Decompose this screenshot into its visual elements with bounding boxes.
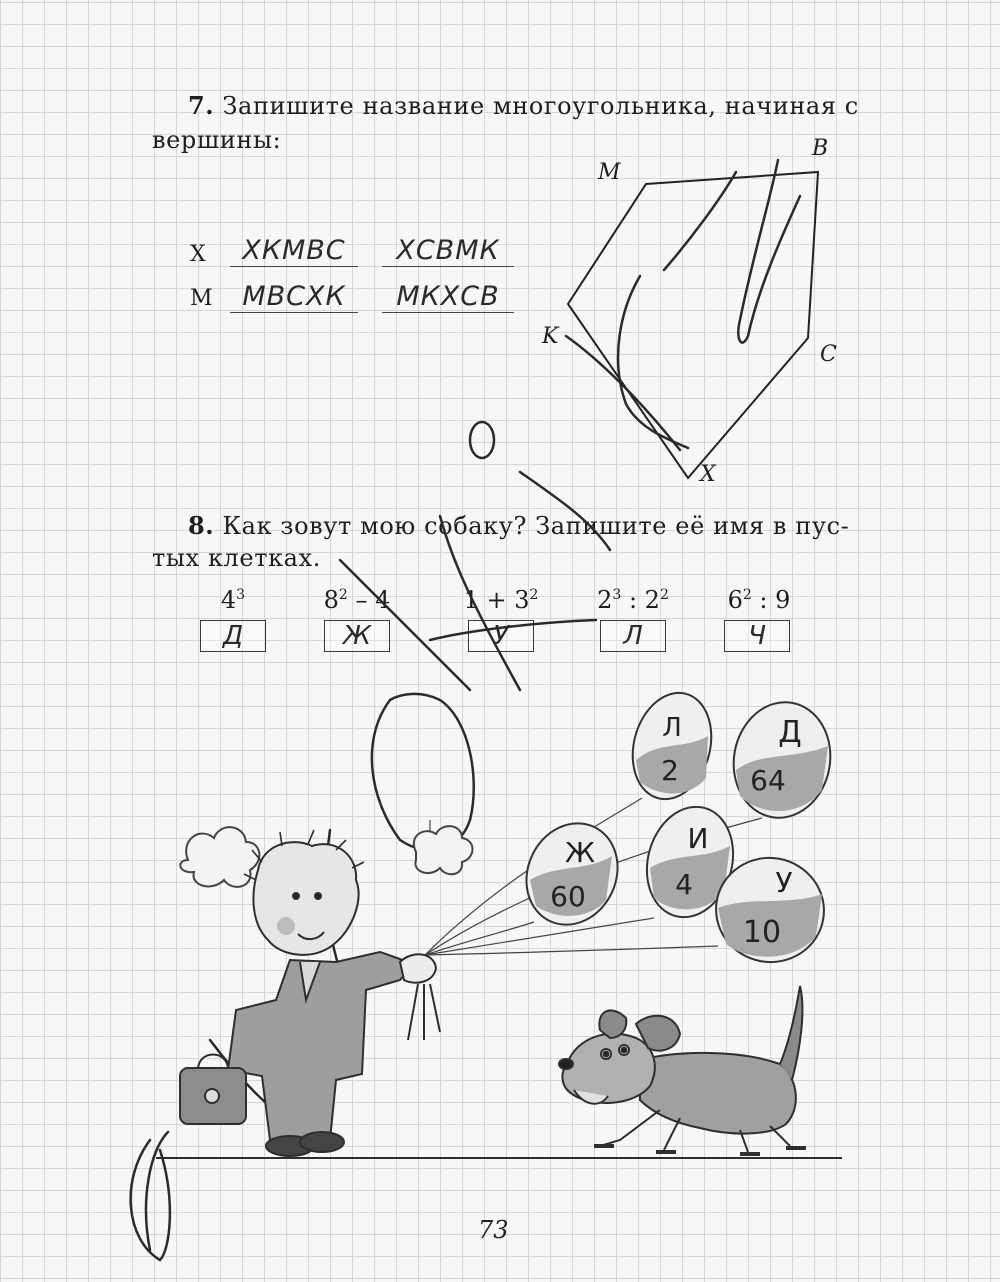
answer-x-2: ХСВМК [382, 236, 514, 267]
vertex-label-m: M [598, 160, 621, 185]
expression-4: $2^3$ : $2^2$ [597, 586, 669, 614]
page-number: 73 [478, 1216, 509, 1244]
answer-m-2: МКХСВ [382, 282, 514, 313]
task-8-line-2: тых клетках. [152, 544, 321, 572]
task-8-text: Как зовут мою собаку? Запишите её имя в пус- [222, 512, 850, 540]
task-7-number: 7. [188, 91, 215, 120]
vertex-label-k: K [542, 324, 559, 349]
vertex-label-c: C [820, 342, 837, 367]
balloon-3-letter: Ж [564, 836, 596, 869]
polygon-mbcxk [568, 172, 818, 478]
balloon-4-letter: И [687, 822, 709, 855]
balloon-1-number: 2 [661, 754, 679, 787]
expression-3: $1 + 3^2$ [463, 586, 539, 614]
balloon-3-number: 60 [550, 880, 586, 913]
balloon-2 [725, 695, 840, 826]
expression-1: $4^3$ [220, 586, 246, 614]
vertex-label-b: B [812, 136, 829, 161]
cloud-left-icon [180, 827, 259, 887]
row-label-x: X [190, 242, 206, 267]
dog-illustration [559, 986, 806, 1154]
answer-m-1: МВСХК [230, 282, 358, 313]
task-8-number: 8. [188, 511, 215, 540]
balloon-2-number: 64 [750, 764, 786, 797]
answer-letter-4: Л [623, 621, 643, 651]
balloon-4-number: 4 [675, 868, 693, 901]
expression-2: $8^2 - 4$ [323, 586, 391, 614]
vertex-label-x: X [700, 462, 716, 487]
answer-letter-5: Ч [748, 621, 766, 651]
answer-letter-3: У [493, 621, 509, 651]
balloon-5-number: 10 [742, 915, 782, 950]
balloon-1 [621, 684, 722, 808]
answer-x-1: ХКМВС [230, 236, 358, 267]
balloon-3 [510, 808, 634, 939]
expression-5: $6^2$ : 9 [727, 586, 791, 614]
task-7-line-2: вершины: [152, 126, 282, 154]
row-label-m: M [190, 286, 213, 311]
task-7-text: Запишите название многоугольника, начиная с [222, 92, 859, 120]
answer-letter-2: Ж [342, 621, 371, 651]
answer-letter-1: Д [222, 621, 244, 651]
balloon-1-letter: Л [662, 713, 682, 743]
balloon-5-letter: У [775, 866, 793, 899]
balloon-2-letter: Д [778, 715, 802, 750]
